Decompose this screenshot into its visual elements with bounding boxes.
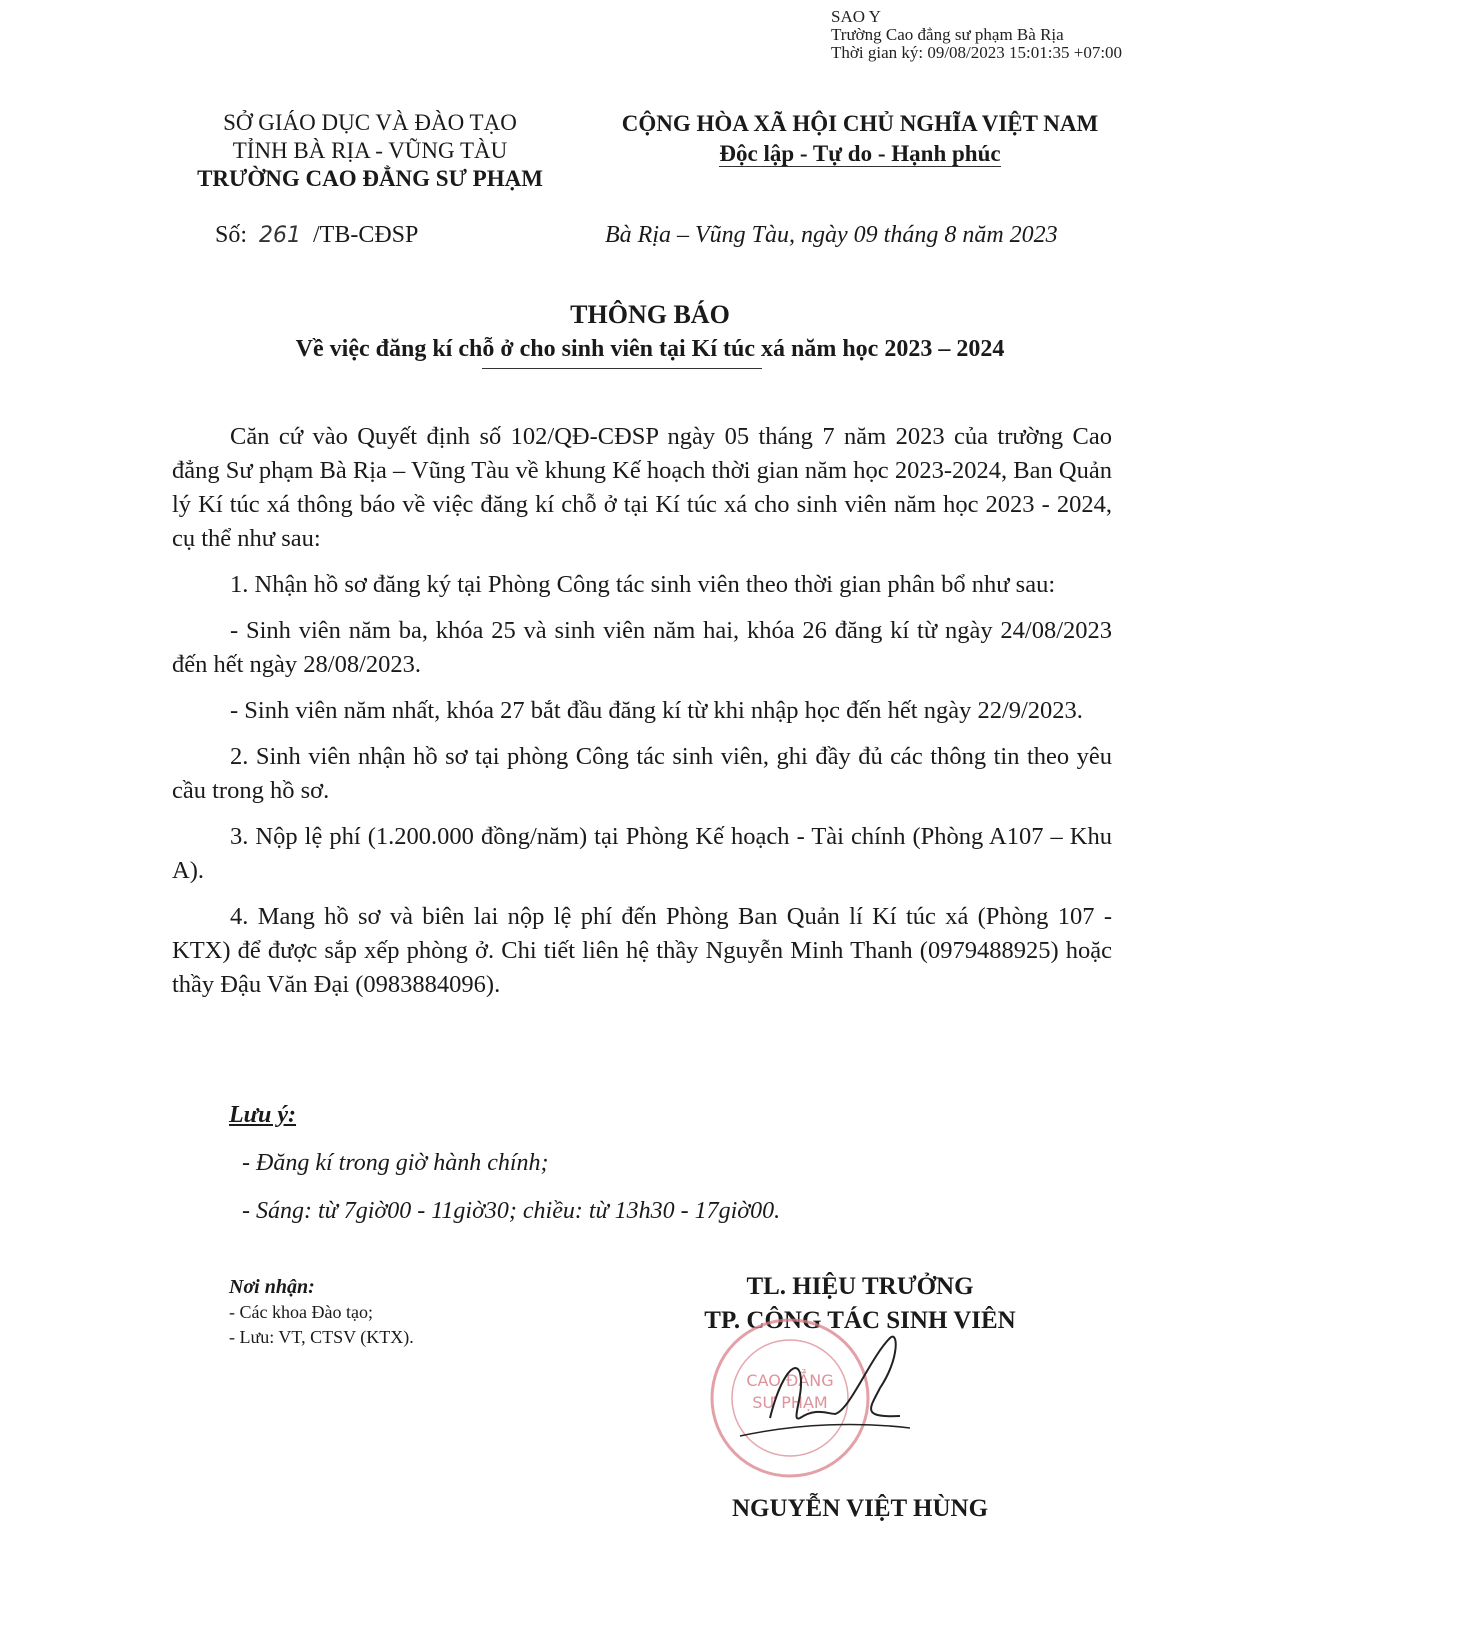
signature-position: TP. CÔNG TÁC SINH VIÊN	[704, 1307, 1016, 1334]
signer-name: NGUYỄN VIỆT HÙNG	[731, 1495, 989, 1522]
issuer-department: SỞ GIÁO DỤC VÀ ĐÀO TẠO	[223, 110, 517, 135]
reference-number: 261	[259, 223, 302, 248]
title-main: THÔNG BÁO	[570, 300, 730, 329]
recipients-heading: Nơi nhận:	[229, 1276, 315, 1298]
body-item-1a: - Sinh viên năm ba, khóa 25 và sinh viên năm hai, khóa 26 đăng kí từ ngày 24/08/2023 đến hết ngày 28/08/2023.	[172, 617, 1112, 678]
title-subtitle: Về việc đăng kí chỗ ở cho sinh viên tại Kí túc xá năm học 2023 – 2024	[295, 336, 1005, 362]
body-item-2: 2. Sinh viên nhận hồ sơ tại phòng Công tác sinh viên, ghi đầy đủ các thông tin theo yêu cầu trong hồ sơ.	[172, 743, 1112, 804]
document-title	[150, 298, 1150, 366]
recipient-item: - Lưu: VT, CTSV (KTX).	[229, 1327, 414, 1347]
note-heading: Lưu ý:	[229, 1102, 297, 1128]
recipient-item: - Các khoa Đào tạo;	[229, 1302, 373, 1322]
reference-prefix: Số:	[215, 222, 248, 248]
national-motto: Độc lập - Tự do - Hạnh phúc	[719, 141, 1001, 166]
copy-stamp-timestamp: Thời gian ký: 09/08/2023 15:01:35 +07:00	[831, 43, 1123, 62]
body-item-1b: - Sinh viên năm nhất, khóa 27 bắt đầu đăng kí từ khi nhập học đến hết ngày 22/9/2023.	[230, 697, 1083, 724]
body-item-4: 4. Mang hồ sơ và biên lai nộp lệ phí đến Phòng Ban Quản lí Kí túc xá (Phòng 107 - KTX) để được sắp xếp phòng ở. Chi tiết liên hệ thầy Nguyễn Minh Thanh (0979488925) hoặc thầy Đậu Văn Đại (0983884096).	[172, 903, 1112, 998]
body-paragraph-intro: Căn cứ vào Quyết định số 102/QĐ-CĐSP ngày 05 tháng 7 năm 2023 của trường Cao đẳng Sư phạm Bà Rịa – Vũng Tàu về khung Kế hoạch thời gian năm học 2023-2024, Ban Quản lý Kí túc xá thông báo về việc đăng kí chỗ ở tại Kí túc xá cho sinh viên năm học 2023 - 2024, cụ thể như sau:	[172, 423, 1112, 552]
document-reference	[215, 222, 418, 249]
digital-copy-stamp	[831, 8, 1122, 62]
national-title: CỘNG HÒA XÃ HỘI CHỦ NGHĨA VIỆT NAM	[621, 111, 1099, 136]
body-item-1: 1. Nhận hồ sơ đăng ký tại Phòng Công tác sinh viên theo thời gian phân bổ như sau:	[230, 571, 1056, 598]
document-body	[172, 420, 1112, 1014]
issue-dateline: Bà Rịa – Vũng Tàu, ngày 09 tháng 8 năm 2023	[605, 222, 1058, 248]
recipients-block	[229, 1275, 414, 1350]
note-line-2: - Sáng: từ 7giờ00 - 11giờ30; chiều: từ 13h30 - 17giờ00.	[242, 1198, 781, 1224]
svg-text:CAO ĐẲNG: CAO ĐẲNG	[746, 1371, 834, 1390]
issuer-header	[150, 109, 590, 193]
body-item-3: 3. Nộp lệ phí (1.200.000 đồng/năm) tại Phòng Kế hoạch - Tài chính (Phòng A107 – Khu A).	[172, 823, 1112, 884]
national-header	[590, 109, 1130, 169]
copy-stamp-issuer: Trường Cao đẳng sư phạm Bà Rịa	[831, 25, 1064, 44]
title-underline	[482, 368, 762, 369]
issuer-province: TỈNH BÀ RỊA - VŨNG TÀU	[232, 138, 508, 163]
signature-authority: TL. HIỆU TRƯỞNG	[746, 1273, 974, 1300]
svg-text:SƯ PHẠM: SƯ PHẠM	[752, 1393, 828, 1412]
copy-stamp-label: SAO Y	[831, 7, 881, 26]
note-line-1: - Đăng kí trong giờ hành chính;	[242, 1150, 549, 1176]
red-seal-and-signature	[700, 1318, 910, 1488]
reference-suffix: /TB-CĐSP	[313, 222, 419, 248]
issuer-school: TRƯỜNG CAO ĐẲNG SƯ PHẠM	[197, 166, 543, 191]
